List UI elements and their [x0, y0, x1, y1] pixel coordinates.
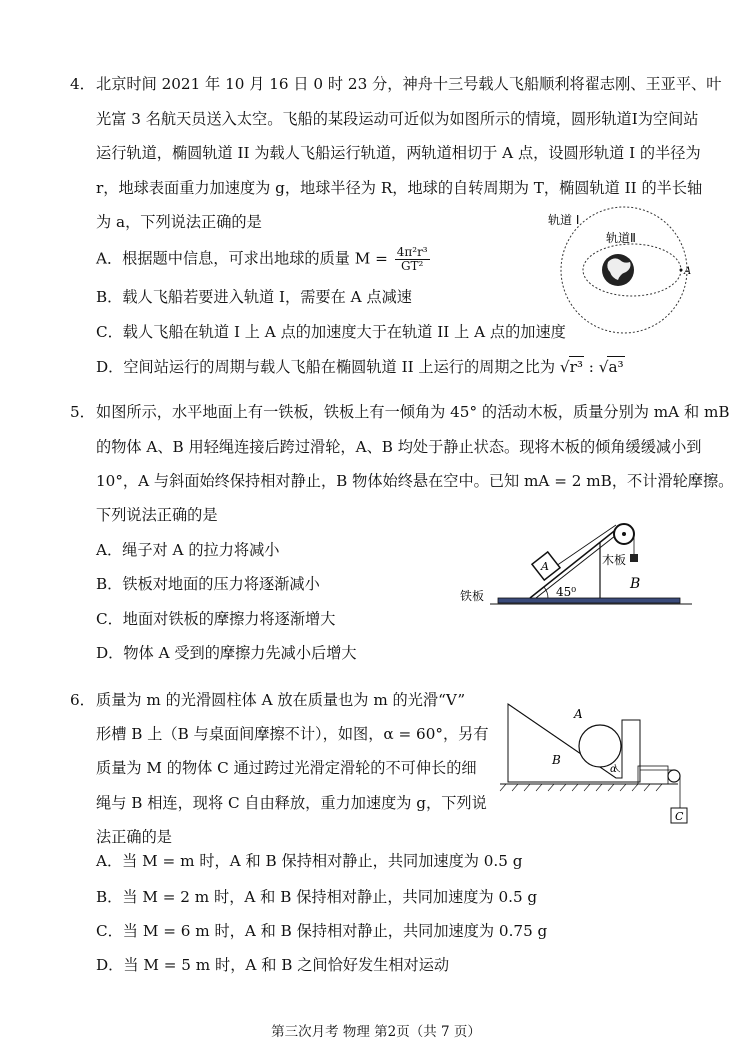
sqrt-symbol: √: [559, 358, 570, 376]
label-angle: 45⁰: [556, 585, 577, 599]
label-block-c: C: [675, 810, 684, 823]
q5-line-3: 10°，A 与斜面始终保持相对静止，B 物体始终悬在空中。已知 mA = 2 mB，不计滑轮摩擦。: [96, 472, 734, 490]
q6-groove-figure: [488, 700, 704, 826]
q5-option-d: D．物体 A 受到的摩擦力先减小后增大: [96, 644, 357, 662]
q4-option-a-fraction: [395, 246, 430, 273]
pulley-icon: [668, 770, 680, 782]
point-a-dot: [680, 269, 683, 272]
q5-incline-figure: [460, 512, 692, 612]
q4-option-a-numerator: 4π²r³: [396, 245, 428, 259]
pulley-bracket: [638, 766, 668, 784]
ground-hatching: [500, 784, 662, 791]
q6-option-c: C．当 M = 6 m 时，A 和 B 保持相对静止，共同加速度为 0.75 g: [96, 922, 548, 940]
q4-option-a-denominator: GT²: [400, 259, 424, 273]
q6-line-2: 形槽 B 上（B 与桌面间摩擦不计），如图，α = 60°，另有: [96, 725, 489, 743]
label-orbit-2: 轨道Ⅱ: [606, 231, 636, 245]
q5-option-b: B．铁板对地面的压力将逐渐减小: [96, 575, 320, 593]
label-wood-board: 木板: [602, 553, 627, 567]
q5-line-4: 下列说法正确的是: [96, 506, 218, 524]
q6-line-4: 绳与 B 相连，现将 C 自由释放，重力加速度为 g，下列说: [96, 794, 487, 812]
q4-orbit-figure: [548, 210, 698, 340]
q4-option-d: [96, 356, 625, 377]
q6-number: 6．: [70, 691, 95, 709]
q6-line-5: 法正确的是: [96, 828, 172, 846]
q4-option-d-text: D．空间站运行的周期与载人飞船在椭圆轨道 II 上运行的周期之比为: [96, 358, 556, 376]
q4-line-2: 光富 3 名航天员送入太空。飞船的某段运动可近似为如图所示的情境，圆形轨道Ⅰ为空间站: [96, 110, 699, 128]
q6-option-d: D．当 M = 5 m 时，A 和 B 之间恰好发生相对运动: [96, 956, 450, 974]
label-orbit-1: 轨道 I: [548, 213, 580, 227]
label-cylinder-a: A: [574, 707, 583, 721]
q4-line-4: r，地球表面重力加速度为 g，地球半径为 R，地球的自转周期为 T，椭圆轨道 II 的半长轴: [96, 179, 703, 197]
label-block-b: B: [552, 753, 561, 767]
q4-number: 4．: [70, 75, 95, 93]
q5-option-c: C．地面对铁板的摩擦力将逐渐增大: [96, 610, 336, 628]
label-alpha: α: [610, 764, 617, 775]
page-footer: 第三次月考 物理 第2页（共 7 页）: [271, 1024, 481, 1040]
q4-option-b: B．载人飞船若要进入轨道 I，需要在 A 点减速: [96, 288, 412, 306]
q4-line-5: 为 a，下列说法正确的是: [96, 213, 262, 231]
label-block-b: B: [630, 576, 641, 592]
q5-number: 5．: [70, 403, 95, 421]
sqrt-symbol: √: [598, 358, 609, 376]
label-point-a: A: [684, 266, 692, 277]
q6-option-a: A．当 M = m 时，A 和 B 保持相对静止，共同加速度为 0.5 g: [96, 852, 523, 870]
q4-option-d-a: a³: [608, 358, 624, 376]
q4-option-a: [96, 246, 432, 273]
block-b: [630, 554, 638, 562]
q5-line-1: 如图所示，水平地面上有一铁板，铁板上有一倾角为 45° 的活动木板，质量分别为 mA 和 mB: [96, 403, 730, 421]
q4-line-1: 北京时间 2021 年 10 月 16 日 0 时 23 分，神舟十三号载人飞船顺利将翟志刚、王亚平、叶: [96, 75, 722, 93]
q5-option-a: A．绳子对 A 的拉力将减小: [96, 541, 280, 559]
q6-option-b: B．当 M = 2 m 时，A 和 B 保持相对静止，共同加速度为 0.5 g: [96, 888, 538, 906]
q6-line-3: 质量为 M 的物体 C 通过跨过光滑定滑轮的不可伸长的细: [96, 759, 477, 777]
label-block-a: A: [541, 560, 549, 573]
q4-option-c: C．载人飞船在轨道 I 上 A 点的加速度大于在轨道 II 上 A 点的加速度: [96, 323, 566, 341]
iron-plate: [498, 598, 680, 603]
cylinder-a: [579, 725, 621, 767]
q6-line-1: 质量为 m 的光滑圆柱体 A 放在质量也为 m 的光滑“V”: [96, 691, 466, 709]
q4-option-d-r: r³: [569, 358, 583, 376]
q4-option-a-text: A．根据题中信息，可求出地球的质量 M =: [96, 249, 388, 268]
q5-line-2: 的物体 A、B 用轻绳连接后跨过滑轮，A、B 均处于静止状态。现将木板的倾角缓缓减小到: [96, 438, 702, 456]
pulley-axle: [622, 532, 626, 536]
label-iron-plate: 铁板: [460, 589, 485, 603]
q4-line-3: 运行轨道，椭圆轨道 II 为载人飞船运行轨道，两轨道相切于 A 点，设圆形轨道 I 的半径为: [96, 144, 701, 162]
q4-option-d-colon: :: [588, 358, 594, 376]
